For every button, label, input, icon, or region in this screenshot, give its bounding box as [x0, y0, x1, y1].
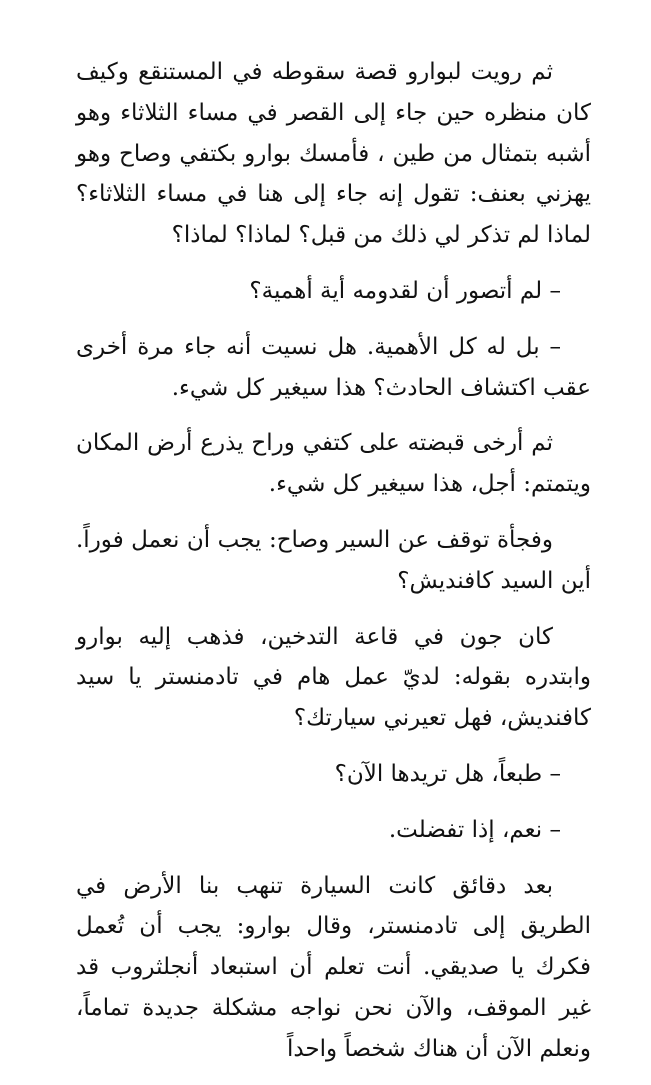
dialogue-line-1: – لم أتصور أن لقدومه أية أهمية؟ [249, 277, 561, 304]
paragraph-1: ثم رويت لبوارو قصة سقوطه في المستنقع وكيف كان منظره حين جاء إلى القصر في مساء الثلاثاء وهو أشبه بتمثال من طين ، فأمسك بوارو بكتفي وصاح وهو يهزني بعنف: تقول إنه جاء إلى هنا في مساء الثلاثاء؟ لماذا لم تذكر لي ذلك من قبل؟ لماذا؟ لماذا؟ [76, 59, 591, 249]
paragraph-5: بعد دقائق كانت السيارة تنهب بنا الأرض في الطريق إلى تادمنستر، وقال بوارو: يجب أن تُعمل فكرك يا صديقي. أنت تعلم أن استبعاد أنجلثروب قد غير الموقف، والآن نحن نواجه مشكلة جديدة تماماً، ونعلم الآن أن هناك شخصاً واحداً [76, 872, 591, 1062]
dialogue-line-2: – بل له كل الأهمية. هل نسيت أنه جاء مرة أخرى عقب اكتشاف الحادث؟ هذا سيغير كل شيء. [76, 333, 591, 401]
paragraph-4: كان جون في قاعة التدخين، فذهب إليه بوارو وابتدره بقوله: لديّ عمل هام في تادمنستر يا سيد كافنديش، فهل تعيرني سيارتك؟ [76, 623, 591, 732]
page-text [76, 52, 591, 1085]
paragraph-2: ثم أرخى قبضته على كتفي وراح يذرع أرض المكان ويتمتم: أجل، هذا سيغير كل شيء. [76, 430, 591, 498]
paragraph-3: وفجأة توقف عن السير وصاح: يجب أن نعمل فوراً. أين السيد كافنديش؟ [76, 526, 591, 594]
dialogue-line-4: – نعم، إذا تفضلت. [388, 816, 561, 843]
dialogue-line-3: – طبعاً، هل تريدها الآن؟ [334, 760, 561, 787]
